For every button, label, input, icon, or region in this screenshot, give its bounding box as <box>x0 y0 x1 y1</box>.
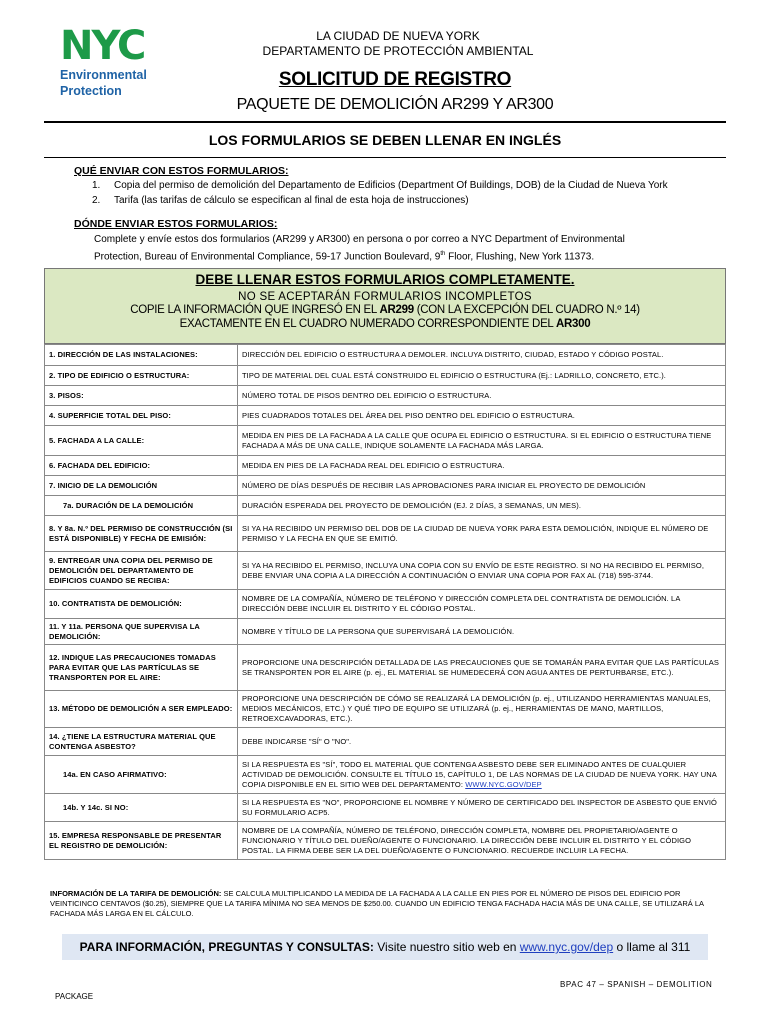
table-row <box>45 406 726 426</box>
row-desc: NÚMERO TOTAL DE PISOS DENTRO DEL EDIFICIO O ESTRUCTURA. <box>238 386 726 406</box>
row-desc: NOMBRE DE LA COMPAÑÍA, NÚMERO DE TELÉFONO, DIRECCIÓN COMPLETA, NOMBRE DEL PROPIETARIO/AGENTE O FUNCIONARIO Y TÍTULO DEL DUEÑO/AGENTE O FUNCIONARIO. LA DIRECCIÓN DEBE INCLUIR EL DISTRITO Y EL CÓDIGO POSTAL. LA FIRMA DEBE SER LA DEL DUEÑO/AGENTE O FUNCIONARIO. RECUERDE INCLUIR LA FECHA. <box>238 822 726 860</box>
row-label: 4. SUPERFICIE TOTAL DEL PISO: <box>45 406 238 426</box>
list-item <box>92 193 668 208</box>
item-text: Copia del permiso de demolición del Departamento de Edificios (Department Of Buildings, DOB) de la Ciudad de Nueva York <box>114 180 668 191</box>
item-number: 1. <box>92 180 101 191</box>
table-row <box>45 366 726 386</box>
item-number: 2. <box>92 195 101 206</box>
logo-line1: Environmental <box>60 68 147 82</box>
row-label: 11. Y 11a. PERSONA QUE SUPERVISA LA DEMOLICIÓN: <box>45 619 238 645</box>
fee-label: INFORMACIÓN DE LA TARIFA DE DEMOLICIÓN: <box>50 889 222 898</box>
notice-line4 <box>45 317 725 331</box>
contact-link[interactable]: www.nyc.gov/dep <box>519 940 614 954</box>
notice-line1: DEBE LLENAR ESTOS FORMULARIOS COMPLETAMENTE. <box>195 272 575 287</box>
row-desc: NOMBRE Y TÍTULO DE LA PERSONA QUE SUPERVISARÁ LA DEMOLICIÓN. <box>238 619 726 645</box>
fee-text: SE CALCULA MULTIPLICANDO LA MEDIDA DE LA FACHADA A LA CALLE EN PIES POR EL NÚMERO DE PISOS DEL EDIFICIO POR VEINTICINCO CENTAVOS ($0.25), SIEMPRE QUE LA TARIFA MÍNIMA NO SEA MENOS DE $250.00. CUANDO UN EDIFICIO TENGA FACHADA HACIA MÁS DE UNA CALLE, SE UTILIZARÁ LA FACHADA MÁS LARGA EN EL CÁLCULO. <box>50 889 704 918</box>
row-label: 7a. DURACIÓN DE LA DEMOLICIÓN <box>45 496 238 516</box>
row-desc-text: SI LA RESPUESTA ES "SÍ", TODO EL MATERIAL QUE CONTENGA ASBESTO DEBE SER ELIMINADO ANTES DE CUALQUIER ACTIVIDAD DE DEMOLICIÓN. CONSULTE EL TÍTULO 15, CAPÍTULO 1, DE LAS NORMAS DE LA CIUDAD DE NUEVA YORK. HAY UNA COPIA DISPONIBLE EN EL SITIO WEB DEL DEPARTAMENTO: <box>242 759 717 789</box>
row-desc <box>238 756 726 794</box>
row-label: 6. FACHADA DEL EDIFICIO: <box>45 456 238 476</box>
city-name: LA CIUDAD DE NUEVA YORK <box>316 29 480 43</box>
where-to-send-text <box>94 233 694 264</box>
what-to-send-list <box>92 178 668 208</box>
where-line2 <box>94 247 694 264</box>
where-line2b: Floor, Flushing, New York 11373. <box>445 251 595 263</box>
divider <box>44 121 726 123</box>
item-text: Tarifa (las tarifas de cálculo se especifican al final de esta hoja de instrucciones) <box>114 195 469 206</box>
contact-tail: o llame al 311 <box>613 940 691 954</box>
row-label: 13. MÉTODO DE DEMOLICIÓN A SER EMPLEADO: <box>45 691 238 728</box>
logo-nyc-text: NYC <box>60 23 145 69</box>
contact-bold: PARA INFORMACIÓN, PREGUNTAS Y CONSULTAS: <box>79 940 374 954</box>
row-desc: NÚMERO DE DÍAS DESPUÉS DE RECIBIR LAS APROBACIONES PARA INICIAR EL PROYECTO DE DEMOLICIÓN <box>238 476 726 496</box>
contact-text: Visite nuestro sitio web en <box>373 940 520 954</box>
row-label: 3. PISOS: <box>45 386 238 406</box>
row-label: 14. ¿TIENE LA ESTRUCTURA MATERIAL QUE CONTENGA ASBESTO? <box>45 728 238 756</box>
row-label: 5. FACHADA A LA CALLE: <box>45 426 238 456</box>
table-row <box>45 476 726 496</box>
table-row <box>45 756 726 794</box>
row-desc: PROPORCIONE UNA DESCRIPCIÓN DETALLADA DE LAS PRECAUCIONES QUE SE TOMARÁN PARA EVITAR QUE LAS PARTÍCULAS SE TRANSPORTEN POR EL AIRE (p. ej., EL MATERIAL SE HUMEDECERÁ CON AGUA ANTES DE PERTURBARSE, ETC.). <box>238 645 726 691</box>
row-label: 8. Y 8a. N.º DEL PERMISO DE CONSTRUCCIÓN (SI ESTÁ DISPONIBLE) Y FECHA DE EMISIÓN: <box>45 516 238 552</box>
row-desc: PIES CUADRADOS TOTALES DEL ÁREA DEL PISO DENTRO DEL EDIFICIO O ESTRUCTURA. <box>238 406 726 426</box>
row-label: 15. EMPRESA RESPONSABLE DE PRESENTAR EL REGISTRO DE DEMOLICIÓN: <box>45 822 238 860</box>
table-row <box>45 794 726 822</box>
row-desc: NOMBRE DE LA COMPAÑÍA, NÚMERO DE TELÉFONO Y DIRECCIÓN COMPLETA DEL CONTRATISTA DE DEMOLICIÓN. LA DIRECCIÓN DEBE INCLUIR EL DISTRITO Y EL CÓDIGO POSTAL. <box>238 590 726 619</box>
row-label: 14b. Y 14c. SI NO: <box>45 794 238 822</box>
form-code: BPAC 47 – SPANISH – DEMOLITION <box>560 980 713 989</box>
package-label: PACKAGE <box>55 992 94 1001</box>
row-desc: PROPORCIONE UNA DESCRIPCIÓN DE CÓMO SE REALIZARÁ LA DEMOLICIÓN (p. ej., UTILIZANDO HERRAMIENTAS MANUALES, MEDIOS MECÁNICOS, ETC.) Y QUÉ TIPO DE EQUIPO SE UTILIZARÁ (p. ej., HERRAMIENTAS DE MANO, MARTILLOS, RETROEXCAVADORAS, ETC.). <box>238 691 726 728</box>
nyc-dep-logo <box>60 23 180 101</box>
superscript: th <box>440 251 446 257</box>
row-desc: DIRECCIÓN DEL EDIFICIO O ESTRUCTURA A DEMOLER. INCLUYA DISTRITO, CIUDAD, ESTADO Y CÓDIGO POSTAL. <box>238 345 726 366</box>
dep-website-link[interactable]: WWW.NYC.GOV/DEP <box>465 779 542 789</box>
department-name: DEPARTAMENTO DE PROTECCIÓN AMBIENTAL <box>262 44 534 58</box>
notice-line3a: COPIE LA INFORMACIÓN QUE INGRESÓ EN EL <box>130 304 380 316</box>
where-line2a: Protection, Bureau of Environmental Compliance, 59-17 Junction Boulevard, 9 <box>94 251 441 263</box>
table-row <box>45 426 726 456</box>
row-desc: SI YA HA RECIBIDO UN PERMISO DEL DOB DE LA CIUDAD DE NUEVA YORK PARA ESTA DEMOLICIÓN, INDIQUE EL NÚMERO DE PERMISO Y LA FECHA EN QUE SE EMITIÓ. <box>238 516 726 552</box>
table-row <box>45 822 726 860</box>
page-subtitle: PAQUETE DE DEMOLICIÓN AR299 Y AR300 <box>236 96 554 113</box>
table-row <box>45 496 726 516</box>
english-notice: LOS FORMULARIOS SE DEBEN LLENAR EN INGLÉS <box>208 132 562 148</box>
logo-line2: Protection <box>60 84 122 98</box>
table-row <box>45 691 726 728</box>
what-to-send-heading: QUÉ ENVIAR CON ESTOS FORMULARIOS: <box>74 165 289 177</box>
row-label: 14a. EN CASO AFIRMATIVO: <box>45 756 238 794</box>
table-row <box>45 645 726 691</box>
where-line1: Complete y envíe estos dos formularios (AR299 y AR300) en persona o por correo a NYC Department of Environmental <box>94 234 625 245</box>
table-row <box>45 728 726 756</box>
table-row <box>45 590 726 619</box>
table-row <box>45 619 726 645</box>
completion-notice-box <box>44 268 726 344</box>
row-label: 9. ENTREGAR UNA COPIA DEL PERMISO DE DEMOLICIÓN DEL DEPARTAMENTO DE EDIFICIOS CUANDO SE RECIBA: <box>45 552 238 590</box>
row-desc: DEBE INDICARSE "SÍ" O "NO". <box>238 728 726 756</box>
agency-header <box>228 29 568 59</box>
where-to-send-heading: DÓNDE ENVIAR ESTOS FORMULARIOS: <box>74 218 278 230</box>
table-row <box>45 552 726 590</box>
row-desc: TIPO DE MATERIAL DEL CUAL ESTÁ CONSTRUIDO EL EDIFICIO O ESTRUCTURA (Ej.: LADRILLO, CONCRETO, ETC.). <box>238 366 726 386</box>
row-label: 12. INDIQUE LAS PRECAUCIONES TOMADAS PARA EVITAR QUE LAS PARTÍCULAS SE TRANSPORTEN POR EL AIRE: <box>45 645 238 691</box>
notice-line4b: AR300 <box>556 318 591 330</box>
instructions-table <box>44 344 726 860</box>
row-label: 7. INICIO DE LA DEMOLICIÓN <box>45 476 238 496</box>
contact-bar <box>62 934 708 960</box>
table-row <box>45 516 726 552</box>
list-item <box>92 178 668 193</box>
row-desc: MEDIDA EN PIES DE LA FACHADA REAL DEL EDIFICIO O ESTRUCTURA. <box>238 456 726 476</box>
row-desc: DURACIÓN ESPERADA DEL PROYECTO DE DEMOLICIÓN (EJ. 2 DÍAS, 3 SEMANAS, UN MES). <box>238 496 726 516</box>
row-label: 10. CONTRATISTA DE DEMOLICIÓN: <box>45 590 238 619</box>
notice-line4a: EXACTAMENTE EN EL CUADRO NUMERADO CORRESPONDIENTE DEL <box>179 318 557 330</box>
row-desc: MEDIDA EN PIES DE LA FACHADA A LA CALLE QUE OCUPA EL EDIFICIO O ESTRUCTURA. SI EL EDIFICIO O ESTRUCTURA TIENE FACHADA A MÁS DE UNA CALLE, INDIQUE SOLAMENTE LA FACHADA MÁS LARGA. <box>238 426 726 456</box>
notice-line2: NO SE ACEPTARÁN FORMULARIOS INCOMPLETOS <box>238 291 532 303</box>
notice-line3 <box>45 303 725 317</box>
row-desc: SI YA HA RECIBIDO EL PERMISO, INCLUYA UNA COPIA CON SU ENVÍO DE ESTE REGISTRO. SI NO HA RECIBIDO EL PERMISO, DEBE ENVIAR UNA COPIA A LA DIRECCIÓN A CONTINUACIÓN O ENVIAR UNA COPIA POR FAX AL (718) 595-3744. <box>238 552 726 590</box>
row-desc: SI LA RESPUESTA ES "NO", PROPORCIONE EL NOMBRE Y NÚMERO DE CERTIFICADO DEL INSPECTOR DE ASBESTO QUE ENVIÓ SU FORMULARIO ACP5. <box>238 794 726 822</box>
table-row <box>45 386 726 406</box>
fee-info <box>50 889 722 919</box>
table-row <box>45 456 726 476</box>
notice-line3b: AR299 <box>379 304 414 316</box>
page-title: SOLICITUD DE REGISTRO <box>278 69 512 90</box>
table-row <box>45 345 726 366</box>
notice-line3c: (CON LA EXCEPCIÓN DEL CUADRO N.º 14) <box>413 304 640 316</box>
row-label: 2. TIPO DE EDIFICIO O ESTRUCTURA: <box>45 366 238 386</box>
divider <box>44 157 726 158</box>
row-label: 1. DIRECCIÓN DE LAS INSTALACIONES: <box>45 345 238 366</box>
